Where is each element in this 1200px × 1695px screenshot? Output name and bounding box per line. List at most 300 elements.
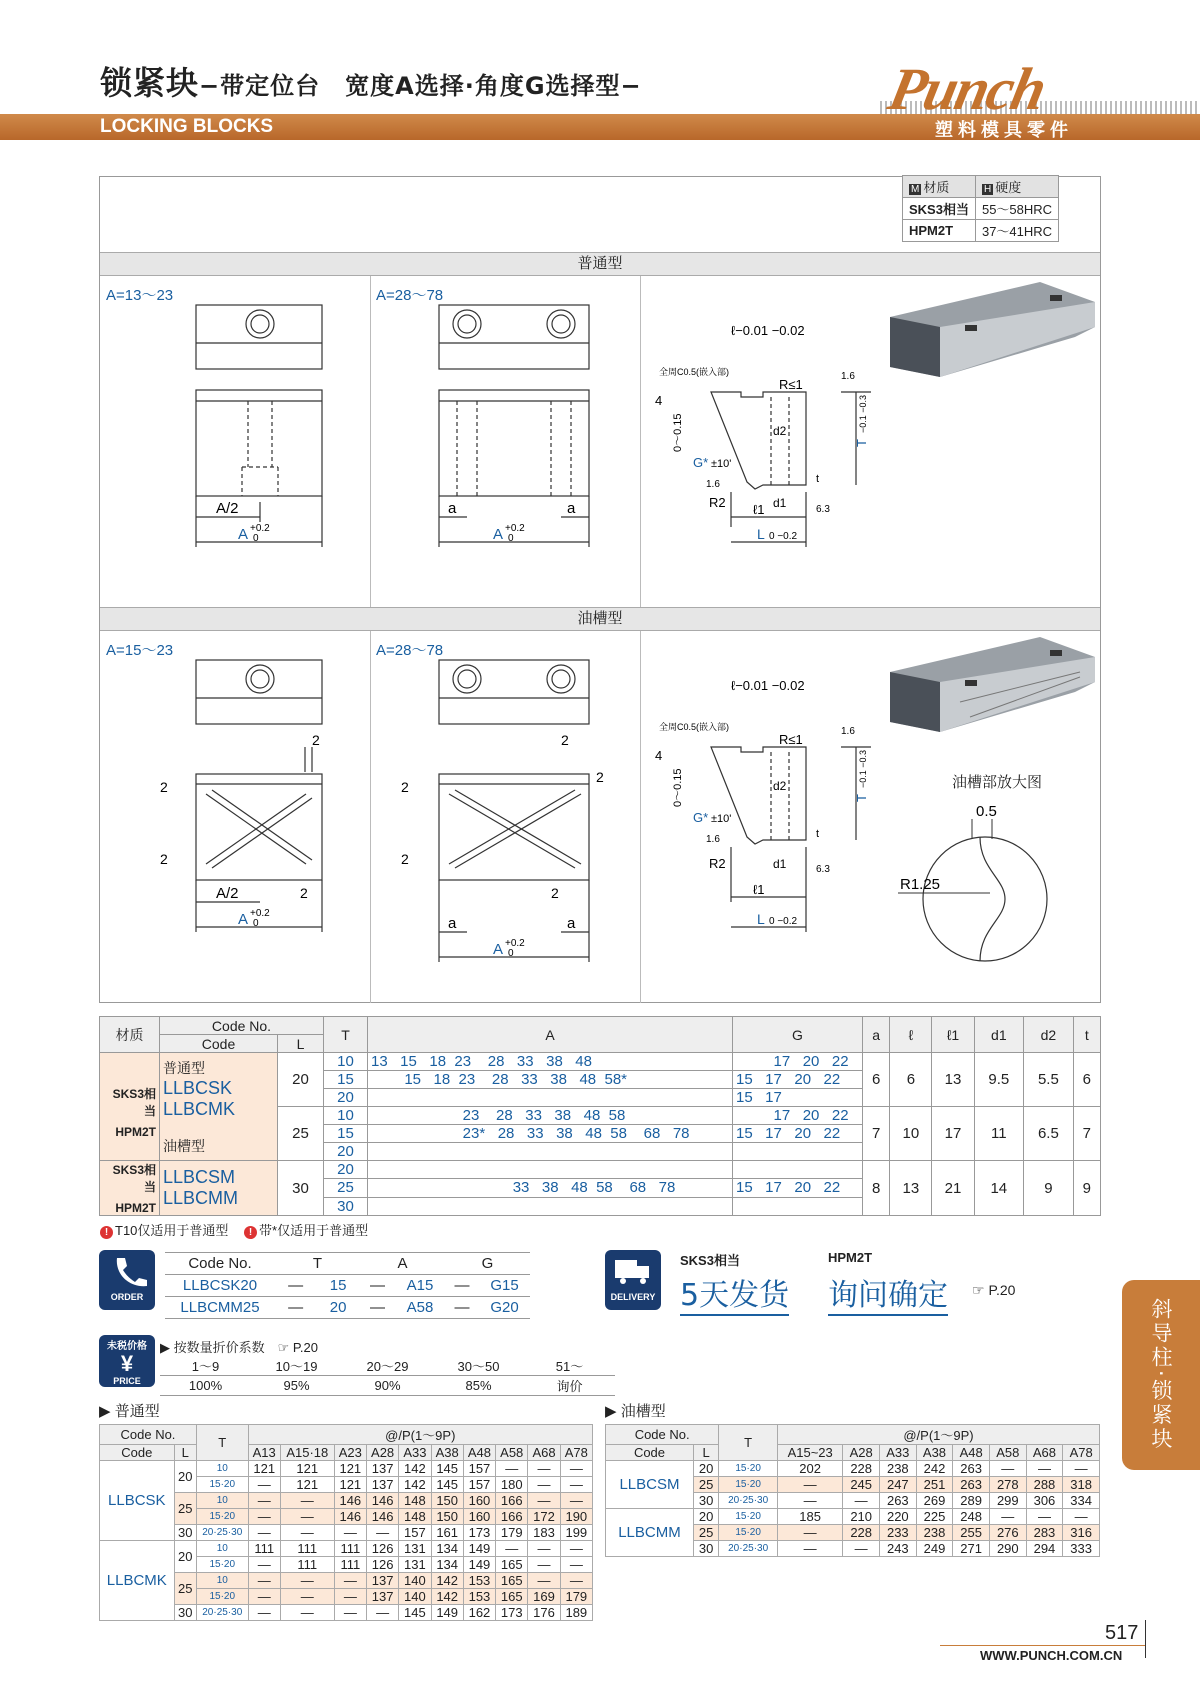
oil-detail-drawing	[880, 789, 1100, 999]
normal-single-drawing	[100, 277, 370, 607]
material-cell	[100, 1053, 160, 1161]
price-cell: —	[334, 1525, 366, 1541]
price-cell: —	[366, 1525, 398, 1541]
price-cell: 157	[463, 1477, 495, 1493]
price-cell: 263	[953, 1477, 990, 1493]
price-cell: 276	[989, 1525, 1026, 1541]
A-cell	[368, 1143, 733, 1161]
G-cell: 15 17 20 22	[733, 1071, 863, 1089]
rate-cell: 90%	[342, 1376, 433, 1396]
price-cell: —	[1026, 1461, 1063, 1477]
material-cell: SKS3相当	[903, 198, 976, 220]
price-cell: 210	[843, 1509, 880, 1525]
range-label: A=15～23	[106, 642, 174, 659]
footer-rule	[940, 1645, 1145, 1646]
hardness-cell: 55～58HRC	[975, 198, 1058, 220]
price-cell: —	[1063, 1461, 1100, 1477]
price-cell: 290	[989, 1541, 1026, 1557]
price-cell: —	[528, 1493, 560, 1509]
l-cell: 10	[890, 1107, 932, 1161]
th-a-col: A78	[560, 1445, 592, 1461]
price-cell: 140	[399, 1589, 431, 1605]
d2-cell: 9	[1024, 1161, 1074, 1216]
price-cell: 199	[560, 1525, 592, 1541]
dim-r2: R2	[709, 856, 726, 871]
l1-cell: 21	[932, 1161, 974, 1216]
section-oil: 油槽型	[100, 607, 1100, 631]
side-tab[interactable]: 斜导柱·锁紧块	[1122, 1280, 1200, 1470]
th-a-col: A48	[463, 1445, 495, 1461]
price-cell: 111	[334, 1557, 366, 1573]
order-head: A	[360, 1253, 445, 1275]
order-cell: 15	[316, 1275, 360, 1297]
price-cell: —	[248, 1605, 280, 1621]
dim-a-small: a	[567, 915, 576, 932]
price-cell: 288	[1026, 1477, 1063, 1493]
tol: 0	[508, 948, 514, 959]
delivery-hpm-value: 询问确定	[828, 1270, 948, 1316]
price-oil-title: ▶ 油槽型	[605, 1403, 666, 1420]
price-cell: 160	[463, 1509, 495, 1525]
t-cell: 9	[1073, 1161, 1100, 1216]
price-cell: 153	[463, 1589, 495, 1605]
m-badge: M	[911, 184, 920, 195]
th-L: L	[693, 1445, 718, 1461]
G-cell	[733, 1161, 863, 1179]
hardness-head	[975, 176, 1058, 198]
oil-profile-drawing	[641, 632, 881, 1004]
L-cell: 30	[278, 1161, 324, 1216]
th-a-col: A28	[843, 1445, 880, 1461]
order-cell: LLBCSK20	[165, 1275, 275, 1297]
order-cell: A15	[395, 1275, 445, 1297]
price-cell: 165	[496, 1589, 528, 1605]
G-cell	[733, 1197, 863, 1215]
A-cell	[368, 1197, 733, 1215]
dim-a-half: A/2	[216, 500, 239, 517]
price-cell: —	[560, 1493, 592, 1509]
dim-d1: d1	[773, 496, 787, 510]
price-cell: 233	[880, 1525, 917, 1541]
l-cell: 6	[890, 1053, 932, 1107]
T-cell: 10	[324, 1107, 368, 1125]
order-cell: —	[445, 1297, 479, 1319]
h-badge: H	[983, 184, 992, 195]
dim-l1: ℓ1	[753, 882, 765, 897]
dim-4: 4	[655, 748, 663, 763]
tol: 0	[253, 918, 259, 929]
price-cell: 245	[843, 1477, 880, 1493]
tol: +0.2	[505, 938, 525, 949]
dim-2: 2	[300, 885, 308, 901]
price-cell: 161	[431, 1525, 463, 1541]
dim-a: A	[238, 526, 249, 543]
price-cell: 247	[880, 1477, 917, 1493]
rate-cell: 100%	[160, 1376, 251, 1396]
dim-2: 2	[596, 769, 604, 785]
d1-cell: 9.5	[974, 1053, 1024, 1107]
price-cell: —	[280, 1605, 334, 1621]
price-T-cell: 15·20	[719, 1509, 778, 1525]
price-cell: —	[528, 1573, 560, 1589]
th-L: L	[278, 1035, 324, 1053]
code-llbcsm: LLBCSM	[163, 1167, 236, 1187]
price-cell: 149	[463, 1541, 495, 1557]
price-T-cell: 20·25·30	[196, 1605, 248, 1621]
qty-cell: 20～29	[342, 1356, 433, 1376]
phone-icon	[99, 1250, 155, 1290]
dim-range: 0～0.15	[672, 413, 684, 452]
price-cell: 148	[399, 1509, 431, 1525]
chamfer-note: 全周C0.5(嵌入部)	[659, 722, 730, 732]
angle-tol: ±10'	[711, 813, 732, 825]
mat-sks3: SKS3相当	[112, 1086, 156, 1118]
t-cell: 6	[1073, 1053, 1100, 1107]
price-cell: —	[843, 1541, 880, 1557]
price-cell: 146	[366, 1509, 398, 1525]
price-cell: 269	[916, 1493, 953, 1509]
th-code: Code	[160, 1035, 278, 1053]
dim-a-small: a	[567, 500, 576, 517]
dim-2: 2	[401, 779, 409, 795]
delivery-icon-label: DELIVERY	[610, 1292, 656, 1302]
T-cell: 15	[324, 1125, 368, 1143]
th-code-no: Code No.	[160, 1017, 324, 1035]
qty-cell: 51～	[524, 1356, 615, 1376]
angle-g: G*	[693, 455, 709, 470]
a-cell: 8	[863, 1161, 890, 1216]
title-sub: −带定位台 宽度A选择·角度G选择型−	[199, 72, 642, 100]
truck-icon	[605, 1250, 661, 1290]
price-cell: 126	[366, 1541, 398, 1557]
price-cell: —	[528, 1461, 560, 1477]
th-T: T	[324, 1017, 368, 1053]
dim-2: 2	[401, 851, 409, 867]
price-cell: 220	[880, 1509, 917, 1525]
T-tol: −0.1 −0.3	[858, 394, 868, 433]
oil-single-drawing	[100, 632, 370, 1004]
price-cell: —	[248, 1477, 280, 1493]
d2-cell: 5.5	[1024, 1053, 1074, 1107]
G-cell: 15 17 20 22	[733, 1179, 863, 1197]
th-G: G	[733, 1017, 863, 1053]
price-cell: 146	[366, 1493, 398, 1509]
a-cell: 6	[863, 1053, 890, 1107]
price-T-cell: 10	[196, 1493, 248, 1509]
price-icon-top: 未税价格	[107, 1341, 147, 1352]
price-cell: 225	[916, 1509, 953, 1525]
price-L-cell: 25	[693, 1477, 718, 1493]
T-cell: 30	[324, 1197, 368, 1215]
price-cell: 316	[1063, 1525, 1100, 1541]
delivery-hpm-label: HPM2T	[828, 1250, 873, 1265]
price-cell: 165	[496, 1573, 528, 1589]
material-table	[902, 175, 1059, 242]
delivery-sks-value: 5天发货	[680, 1270, 789, 1316]
price-cell: 228	[843, 1461, 880, 1477]
price-cell: 249	[916, 1541, 953, 1557]
price-cell: —	[334, 1573, 366, 1589]
price-cell: 121	[280, 1461, 334, 1477]
T-cell: 20	[324, 1143, 368, 1161]
dim-a-small: a	[448, 500, 457, 517]
price-code-cell: LLBCMM	[606, 1509, 694, 1557]
mat-hpm2t: HPM2T	[115, 1124, 156, 1139]
price-cell: 251	[916, 1477, 953, 1493]
material-cell	[100, 1161, 160, 1216]
L-cell: 20	[278, 1053, 324, 1107]
th-T: T	[196, 1425, 248, 1461]
price-cell: 299	[989, 1493, 1026, 1509]
rate-cell: 95%	[251, 1376, 342, 1396]
price-cell: 283	[1026, 1525, 1063, 1541]
d1-cell: 11	[974, 1107, 1024, 1161]
price-cell: 333	[1063, 1541, 1100, 1557]
dim-d2: d2	[773, 424, 787, 438]
th-code: Code	[606, 1445, 694, 1461]
price-cell: —	[280, 1573, 334, 1589]
th-code: Code	[100, 1445, 175, 1461]
price-cell: 166	[496, 1493, 528, 1509]
material-col-label: 材质	[923, 180, 950, 195]
price-cell: 278	[989, 1477, 1026, 1493]
order-cell: G20	[479, 1297, 530, 1319]
price-icon-label: PRICE	[113, 1376, 141, 1386]
price-T-cell: 20·25·30	[196, 1525, 248, 1541]
price-cell: —	[560, 1541, 592, 1557]
warning-icon: !	[100, 1226, 113, 1239]
price-code-cell: LLBCSK	[100, 1461, 175, 1541]
price-cell: —	[528, 1477, 560, 1493]
dim-T: T	[854, 794, 869, 802]
oil-product-photo	[880, 632, 1100, 742]
price-cell: 121	[334, 1477, 366, 1493]
A-cell: 33 38 48 58 68 78	[368, 1179, 733, 1197]
L-cell: 25	[278, 1107, 324, 1161]
qty-cell: 10～19	[251, 1356, 342, 1376]
price-cell: 142	[431, 1589, 463, 1605]
dim-L: L	[757, 526, 765, 542]
price-cell: —	[1026, 1509, 1063, 1525]
price-cell: 150	[431, 1493, 463, 1509]
price-cell: —	[843, 1493, 880, 1509]
price-cell: 131	[399, 1557, 431, 1573]
price-cell: —	[496, 1461, 528, 1477]
roughness: 1.6	[841, 371, 855, 382]
price-cell: —	[777, 1493, 842, 1509]
dim-t: t	[816, 828, 820, 840]
price-cell: 202	[777, 1461, 842, 1477]
price-cell: 306	[1026, 1493, 1063, 1509]
tol: +0.2	[250, 523, 270, 534]
T-cell: 10	[324, 1053, 368, 1071]
material-cell: HPM2T	[903, 220, 976, 242]
price-cell: 121	[280, 1477, 334, 1493]
price-cell: 238	[880, 1461, 917, 1477]
price-L-cell: 25	[693, 1525, 718, 1541]
angle-g: G*	[693, 810, 709, 825]
rate-cell: 85%	[433, 1376, 524, 1396]
price-cell: 294	[1026, 1541, 1063, 1557]
dim-l1: ℓ1	[753, 502, 765, 517]
price-T-cell: 15·20	[719, 1525, 778, 1541]
order-cell: A58	[395, 1297, 445, 1319]
warning-icon: !	[244, 1226, 257, 1239]
price-L-cell: 25	[174, 1493, 196, 1525]
price-cell: 142	[399, 1477, 431, 1493]
price-cell: —	[280, 1589, 334, 1605]
dim-4: 4	[655, 393, 663, 408]
price-cell: 157	[463, 1461, 495, 1477]
price-cell: —	[496, 1541, 528, 1557]
code-llbcmk: LLBCMK	[163, 1098, 236, 1119]
th-A: A	[368, 1017, 733, 1053]
th-a-col: A15~23	[777, 1445, 842, 1461]
price-cell: 263	[953, 1461, 990, 1477]
T-cell: 20	[324, 1161, 368, 1179]
price-L-cell: 30	[174, 1525, 196, 1541]
ell-tol: ℓ−0.01 −0.02	[731, 323, 805, 338]
th-d1: d1	[974, 1017, 1024, 1053]
price-cell: 121	[334, 1461, 366, 1477]
roughness: 6.3	[816, 504, 830, 515]
th-l1: ℓ1	[932, 1017, 974, 1053]
hardness-cell: 37～41HRC	[975, 220, 1058, 242]
ell-tol: ℓ−0.01 −0.02	[731, 678, 805, 693]
range-label: A=13～23	[106, 287, 174, 304]
code-cell	[160, 1161, 278, 1216]
dim-2: 2	[160, 779, 168, 795]
price-cell: 134	[431, 1557, 463, 1573]
price-cell: —	[777, 1541, 842, 1557]
price-L-cell: 20	[174, 1541, 196, 1573]
rate-cell: 询价	[524, 1376, 615, 1396]
order-head: T	[275, 1253, 360, 1275]
price-cell: 263	[880, 1493, 917, 1509]
code-cell	[160, 1053, 278, 1161]
price-cell: 137	[366, 1589, 398, 1605]
price-cell: 334	[1063, 1493, 1100, 1509]
delivery-page-ref[interactable]: ☞ P.20	[972, 1282, 1016, 1298]
page-number: 517	[1105, 1622, 1139, 1644]
price-cell: 157	[399, 1525, 431, 1541]
type-normal: 普通型	[163, 1059, 205, 1076]
price-code-cell: LLBCSM	[606, 1461, 694, 1509]
price-normal-title: ▶ 普通型	[99, 1403, 160, 1420]
L-tol: 0 −0.2	[769, 916, 798, 927]
order-head: Code No.	[165, 1253, 275, 1275]
angle-tol: ±10'	[711, 458, 732, 470]
r-le-1: R≤1	[779, 377, 803, 392]
price-cell: —	[989, 1509, 1026, 1525]
price-T-cell: 10	[196, 1573, 248, 1589]
th-a-col: A68	[1026, 1445, 1063, 1461]
price-cell: 169	[528, 1589, 560, 1605]
footer-url[interactable]: WWW.PUNCH.COM.CN	[980, 1648, 1123, 1663]
oil-detail-title: 油槽部放大图	[952, 774, 1043, 791]
price-cell: —	[560, 1573, 592, 1589]
th-price: @/P(1～9P)	[777, 1425, 1099, 1445]
price-cell: 248	[953, 1509, 990, 1525]
price-cell: 173	[496, 1605, 528, 1621]
discount-table	[160, 1356, 615, 1396]
punch-logo: Punch	[883, 56, 1051, 122]
dim-a: A	[493, 526, 504, 543]
price-cell: 137	[366, 1477, 398, 1493]
title-main: 锁紧块	[100, 64, 200, 102]
price-cell: 142	[431, 1573, 463, 1589]
dim-d2: d2	[773, 779, 787, 793]
price-cell: —	[560, 1461, 592, 1477]
price-cell: 149	[431, 1605, 463, 1621]
price-cell: 238	[916, 1525, 953, 1541]
price-cell: 172	[528, 1509, 560, 1525]
hardness-col-label: 硬度	[995, 180, 1022, 195]
d2-cell: 6.5	[1024, 1107, 1074, 1161]
A-cell	[368, 1161, 733, 1179]
G-cell: 15 17	[733, 1089, 863, 1107]
th-t: t	[1073, 1017, 1100, 1053]
dim-2: 2	[160, 851, 168, 867]
price-icon	[99, 1335, 155, 1387]
price-cell: —	[528, 1557, 560, 1573]
L-tol: 0 −0.2	[769, 531, 798, 542]
note-1: T10仅适用于普通型	[115, 1223, 229, 1238]
range-label: A=28～78	[376, 287, 444, 304]
price-T-cell: 15·20	[196, 1509, 248, 1525]
price-cell: —	[248, 1493, 280, 1509]
price-cell: 137	[366, 1461, 398, 1477]
price-cell: 111	[248, 1541, 280, 1557]
page-title	[100, 58, 642, 104]
th-code-no: Code No.	[100, 1425, 197, 1445]
roughness: 1.6	[841, 726, 855, 737]
price-cell: 318	[1063, 1477, 1100, 1493]
th-a-col: A28	[366, 1445, 398, 1461]
dim-a: A	[238, 911, 249, 928]
price-code-cell: LLBCMK	[100, 1541, 175, 1621]
price-T-cell: 20·25·30	[719, 1541, 778, 1557]
yen-icon: ¥	[120, 1351, 134, 1376]
price-T-cell: 10	[196, 1541, 248, 1557]
price-cell: —	[248, 1573, 280, 1589]
dim-range: 0～0.15	[672, 768, 684, 807]
section-normal: 普通型	[100, 252, 1100, 276]
tol: 0	[508, 533, 514, 544]
th-material: 材质	[100, 1017, 160, 1053]
oil-double-drawing	[371, 632, 641, 1004]
price-cell: —	[248, 1525, 280, 1541]
price-cell: —	[560, 1557, 592, 1573]
title-en: LOCKING BLOCKS	[100, 116, 274, 137]
th-l: ℓ	[890, 1017, 932, 1053]
order-cell: —	[360, 1275, 395, 1297]
spec-notes	[100, 1220, 368, 1239]
dim-2: 2	[551, 885, 559, 901]
price-cell: 111	[280, 1541, 334, 1557]
price-T-cell: 15·20	[719, 1461, 778, 1477]
G-cell: 17 20 22	[733, 1107, 863, 1125]
G-cell: 17 20 22	[733, 1053, 863, 1071]
price-cell: 183	[528, 1525, 560, 1541]
price-cell: 289	[953, 1493, 990, 1509]
price-normal-table	[99, 1424, 593, 1621]
price-cell: 243	[880, 1541, 917, 1557]
th-L: L	[174, 1445, 196, 1461]
detail-radius: R1.25	[900, 876, 941, 893]
price-cell: 145	[431, 1477, 463, 1493]
t-cell: 7	[1073, 1107, 1100, 1161]
